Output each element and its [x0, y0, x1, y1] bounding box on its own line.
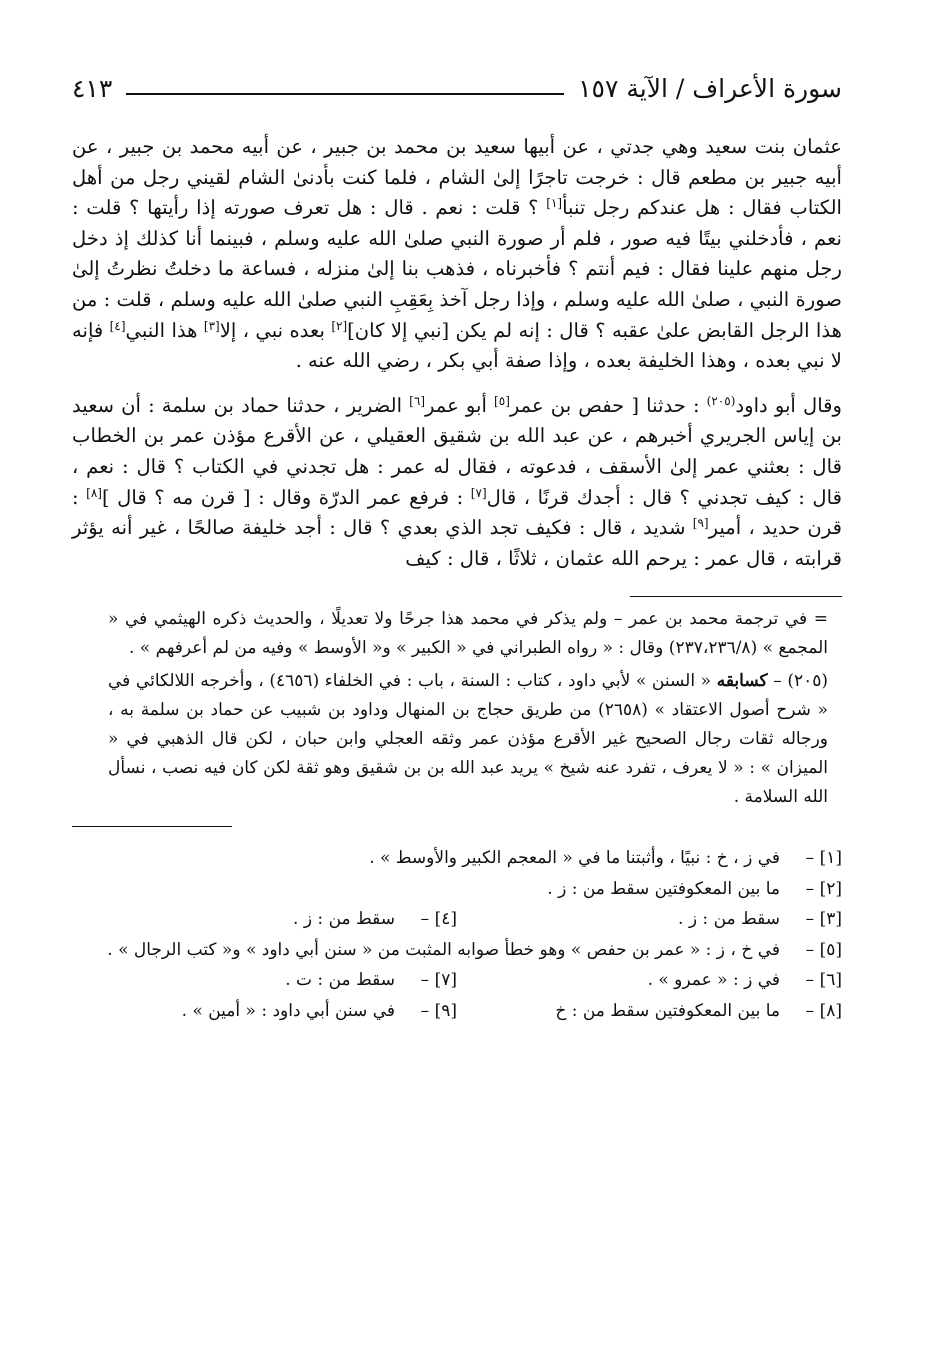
variant-note [72, 904, 457, 935]
footnote-marker: [٦] [409, 393, 425, 408]
variant-text: ما بين المعكوفتين سقط من : خ [555, 1000, 780, 1021]
text-run: وقال أبو داود [735, 393, 842, 417]
variant-number: [٥] – [805, 939, 842, 960]
variant-note [72, 843, 842, 874]
variant-note [72, 996, 457, 1027]
variants-divider [72, 826, 232, 827]
footnote-marker: [٩] [692, 516, 709, 531]
footnote-divider [630, 596, 842, 597]
variant-number: [٧] – [420, 970, 457, 991]
text-run: أبو عمر [425, 393, 495, 417]
paragraph-2 [72, 391, 842, 575]
variant-text: سقط من : ز . [293, 909, 395, 930]
variants-divider-wrap [72, 826, 842, 827]
text-run: بعده نبي ، إلا [219, 318, 332, 342]
footnote-number: (٢٠٥) – [767, 671, 829, 692]
footnotes [72, 605, 842, 812]
variant-row [72, 904, 842, 935]
footnote-marker: [٥] [494, 393, 510, 408]
variant-row [72, 996, 842, 1027]
variant-text: سقط من : ت . [285, 970, 395, 991]
footnote-marker: [١] [546, 196, 563, 211]
variant-number: [٩] – [420, 1000, 457, 1021]
footnote-marker: [٢] [331, 318, 348, 333]
text-run: شديد ، قال : فكيف تجد الذي بعدي ؟ قال : أجد خليفة صالحًا ، غير أنه يؤثر قرابته ، قال عمر : يرحم الله عثمان ، ثلاثًا ، قال : كيف [72, 516, 842, 570]
footnote-marker: [٤] [109, 318, 126, 333]
variant-number: [٦] – [805, 970, 842, 991]
variant-number: [٣] – [805, 909, 842, 930]
variant-text: في ز : « عمرو » . [647, 970, 780, 991]
variant-note [457, 904, 842, 935]
running-title: سورة الأعراف / الآية ١٥٧ [578, 73, 842, 103]
main-text [72, 132, 842, 574]
variant-number: [٤] – [420, 909, 457, 930]
variant-note [72, 874, 842, 905]
footnote-marker: [٧] [470, 485, 487, 500]
variant-text: ما بين المعكوفتين سقط من : ز . [547, 878, 780, 899]
footnote-205 [108, 667, 828, 812]
page-header [72, 58, 842, 118]
variant-text: في خ ، ز : « عمر بن حفص » وهو خطأ صوابه المثبت من « سنن أبي داود » و« كتب الرجال » . [107, 939, 780, 960]
footnote-continued: = في ترجمة محمد بن عمر – ولم يذكر في محمد هذا جرحًا ولا تعديلًا ، والحديث ذكره الهيثمي في « المجمع » (٢٣٧،٢٣٦/٨) وقال : « رواه الطبراني في « الكبير » و« الأوسط » وفيه من لم أعرفهم » . [108, 609, 828, 659]
text-run: : فرفع عمر الدرّة وقال : [ قرن مه ؟ قال ] [101, 485, 471, 509]
variant-note [457, 996, 842, 1027]
footnote-marker: [٣] [203, 318, 220, 333]
text-run: عثمان بنت سعيد وهي جدتي ، عن أبيها سعيد بن محمد بن جبير ، عن أبيه محمد بن جبير ، عن أبيه جبير بن مطعم قال : خرجت تاجرًا إلىٰ الشام ، فلما كنت بأدنىٰ الشام لقيني رجل من أهل الكتاب فقال : هل عندكم رجل تنبأ [72, 135, 842, 220]
footnote-keyword: كسابقه [716, 671, 768, 692]
text-run: ؟ قلت : نعم . قال : هل تعرف صورته إذا رأيتها ؟ قلت : نعم ، فأدخلني بيتًا فيه صور ، فلم أر صورة النبي صلىٰ الله عليه وسلم ، فبينما أنا كذلك إذ دخل رجل منهم علينا فقال : فيم أنتم ؟ فأخبرناه ، فذهب بنا إلىٰ منزله ، فساعة ما دخلتُ نظرتُ إلىٰ صورة النبي ، صلىٰ الله عليه وسلم ، وإذا رجل آخذ بِعَقِبِ النبي صلىٰ الله عليه وسلم ، قلت : من هذا الرجل القابض علىٰ عقبه ؟ قال : إنه لم يكن [نبي إلا كان] [72, 196, 842, 342]
variant-row [72, 965, 842, 996]
header-rule [126, 93, 564, 95]
variant-note [457, 965, 842, 996]
variant-text: في ز ، خ : نبيًا ، وأثبتنا ما في « المعجم الكبير والأوسط » . [369, 848, 780, 869]
footnote-marker: [٨] [86, 485, 102, 500]
footnote-text: « السنن » لأبي داود ، كتاب : السنة ، باب : في الخلفاء (٤٦٥٦) ، وأخرجه اللالكائي في « شرح أصول الاعتقاد » (٢٦٥٨) من طريق حجاج بن المنهال وداود بن شبيب عن حماد بن سلمة به ، ورجاله ثقات رجال الصحيح غير الأقرع مؤذن عمر وثقه العجلي وابن حبان ، لكن قال الذهبي في « الميزان » : « لا يعرف ، تفرد عنه شيخ » يريد عبد الله بن بن شقيق وهو ثقة لكن كان فيه نصب ، نسأل الله السلامة . [108, 671, 828, 808]
text-run: الضرير ، حدثنا حماد بن سلمة : أن سعيد بن إياس الجريري أخبرهم ، عن عبد الله بن شقيق العقيلي ، عن الأقرع مؤذن عمر بن الخطاب قال : بعثني عمر إلىٰ الأسقف ، فدعوته ، فقال له عمر : هل تجدني في الكتاب ؟ قال : نعم ، قال : كيف تجدني ؟ قال : أجدك قرنًا ، قال [72, 393, 842, 509]
reference-marker: (٢٠٥) [706, 393, 736, 408]
variant-number: [٢] – [805, 878, 842, 899]
variant-text: في سنن أبي داود : « أمين » . [181, 1000, 395, 1021]
manuscript-variants [72, 843, 842, 1026]
variant-note [72, 935, 842, 966]
page [72, 58, 842, 1026]
variant-number: [١] – [805, 848, 842, 869]
text-run: : حدثنا [ حفص بن عمر [509, 393, 707, 417]
text-run: هذا النبي [125, 318, 204, 342]
variant-text: سقط من : ز . [678, 909, 780, 930]
variant-note [72, 965, 457, 996]
paragraph-1 [72, 132, 842, 377]
text-run: : قرن حديد ، أمير [72, 485, 843, 540]
page-number: ٤١٣ [72, 73, 113, 103]
variant-number: [٨] – [805, 1000, 842, 1021]
text-run: فإنه لا نبي بعده ، وهذا الخليفة بعده ، وإذا صفة أبي بكر ، رضي الله عنه . [72, 318, 842, 373]
footnote-divider-wrap [72, 574, 842, 597]
